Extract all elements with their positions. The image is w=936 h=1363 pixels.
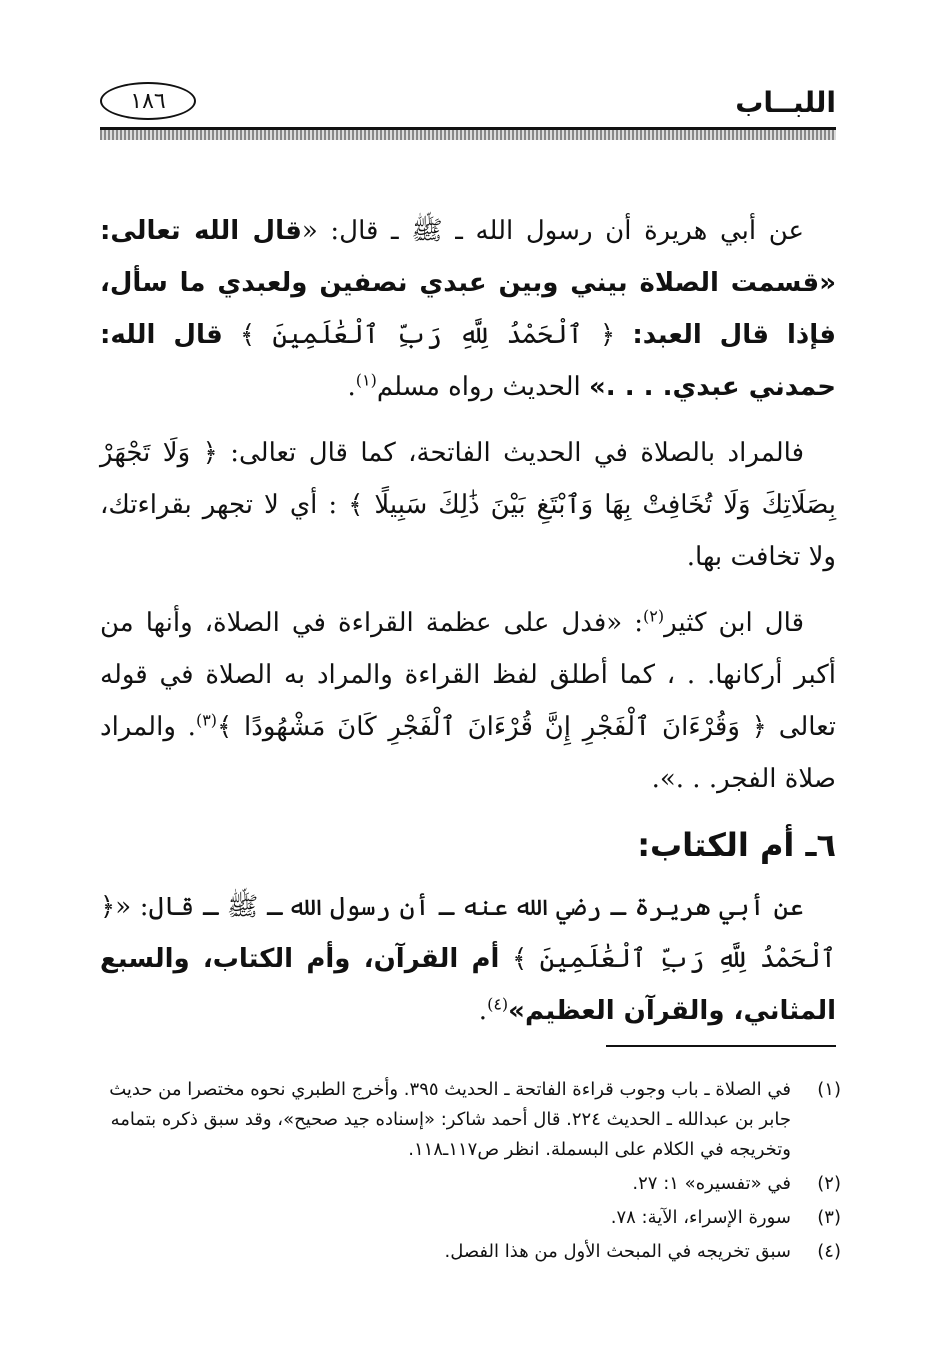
footnote-item [100, 1169, 841, 1199]
paragraph-2 [100, 427, 836, 583]
footnote-item [100, 1075, 841, 1165]
text: الحديث رواه مسلم [376, 372, 581, 402]
quran-verse: ﴿ ٱلْحَمْدُ لِلَّهِ رَبِّ ٱلْعَٰلَمِينَ ﴾ [239, 320, 616, 350]
main-text [100, 205, 836, 1051]
header-rule [100, 127, 836, 140]
footnote-ref[interactable]: (١) [355, 370, 377, 390]
footnote-ref[interactable]: (٤) [487, 994, 509, 1014]
text: عن أبي هريرة أن رسول الله ـ ﷺ ـ قال: « [301, 216, 804, 246]
quran-verse: ﴿ وَلَا تَجْهَرْ بِصَلَاتِكَ وَلَا تُخَافِتْ بِهَا وَٱبْتَغِ بَيْنَ ذَٰلِكَ سَبِيلًا ﴾ [100, 438, 837, 520]
page-header [100, 78, 836, 128]
bold-text: قال الله: حمدني عبدي. . . .» [100, 320, 836, 402]
footnote-number: (٤) [817, 1241, 841, 1262]
text: . [347, 372, 356, 402]
text: قال ابن كثير [664, 608, 805, 638]
footnote-number: (١) [817, 1079, 841, 1100]
footnote-ref[interactable]: (٣) [195, 710, 218, 730]
footnote-item [100, 1203, 841, 1233]
quran-verse: ﴿ وَقُرْءَانَ ٱلْفَجْرِ إِنَّ قُرْءَانَ ٱلْفَجْرِ كَانَ مَشْهُودًا ﴾ [217, 712, 767, 742]
paragraph-3 [100, 597, 836, 805]
paragraph-4 [100, 881, 836, 1037]
bold-text: أم القرآن، وأم الكتاب، والسبع المثاني، والقرآن العظيم» [100, 944, 836, 1026]
paragraph-1 [100, 205, 836, 413]
page-number: ١٨٦ [100, 82, 196, 120]
footnotes [100, 1075, 841, 1271]
bold-text: قال الله تعالى: «قسمت الصلاة بيني وبين عبدي نصفين ولعبدي ما سأل، فإذا قال العبد: [100, 216, 837, 350]
text: : «فدل على عظمة القراءة في الصلاة، وأنها من أكبر أركانها. . ، كما أطلق لفظ القراءة والمراد به الصلاة في قوله تعالى [100, 608, 837, 742]
book-title: اللبــاب [735, 86, 836, 119]
footnote-item [100, 1237, 841, 1267]
footnote-text: في الصلاة ـ باب وجوب قراءة الفاتحة ـ الحديث ٣٩٥. وأخرج الطبري نحوه مختصرا من حديث جابر بن عبدالله ـ الحديث ٢٢٤. قال أحمد شاكر: «إسناده جيد صحيح»، وقد سبق ذكره بتمامه وتخريجه في الكلام على البسملة. انظر ص١١٧ـ١١٨. [109, 1079, 791, 1160]
section-heading: ٦ـ أم الكتاب: [637, 826, 836, 864]
footnote-separator [606, 1045, 836, 1047]
footnote-ref[interactable]: (٢) [642, 606, 665, 626]
text: . والمراد صلاة الفجر. . .». [100, 712, 836, 794]
text: عن أبي هريرة ـ رضي الله عنه ـ أن رسول الله ـ ﷺ ـ قال: « [115, 892, 804, 922]
footnote-text: سبق تخريجه في المبحث الأول من هذا الفصل. [444, 1241, 791, 1262]
footnote-number: (٣) [817, 1207, 841, 1228]
footnote-text: في «تفسيره» ١: ٢٧. [632, 1173, 791, 1194]
text: . [478, 996, 488, 1026]
quran-verse: ﴿ ٱلْحَمْدُ لِلَّهِ رَبِّ ٱلْعَٰلَمِينَ ﴾ [100, 892, 837, 974]
text: : أي لا تجهر بقراءتك، ولا تخافت بها. [100, 490, 836, 572]
footnote-text: سورة الإسراء، الآية: ٧٨. [610, 1207, 791, 1228]
footnote-number: (٢) [817, 1173, 841, 1194]
text: فالمراد بالصلاة في الحديث الفاتحة، كما قال تعالى: [230, 438, 805, 468]
